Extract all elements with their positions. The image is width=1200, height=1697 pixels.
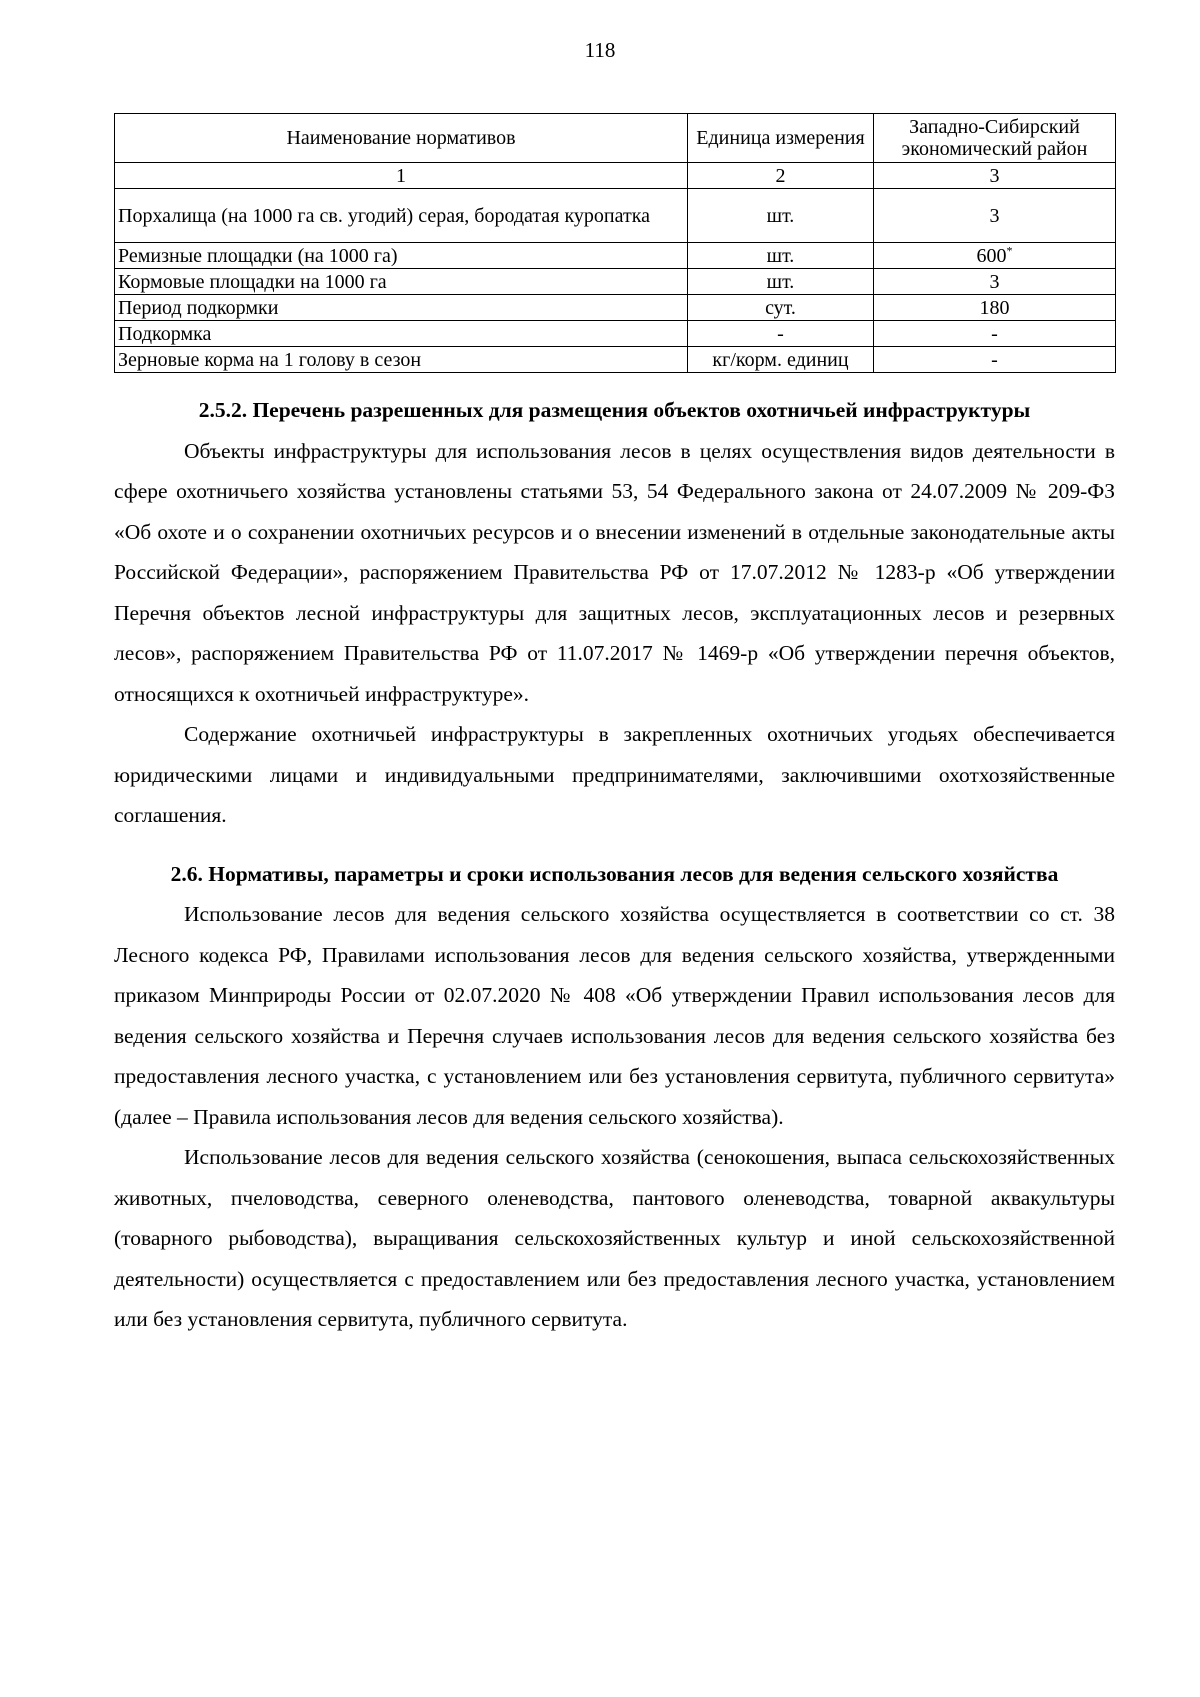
column-number: 2 [688,163,874,189]
row-value: 3 [874,269,1116,295]
row-name: Кормовые площадки на 1000 га [115,269,688,295]
page-number: 118 [584,38,616,62]
column-number-row [115,163,1116,189]
section-heading-2-5-2: 2.5.2. Перечень разрешенных для размещения объектов охотничьей инфраструктуры [198,398,1031,422]
footnote-marker: * [1006,242,1013,257]
row-unit: шт. [688,243,874,269]
row-unit: - [688,321,874,347]
row-unit: шт. [688,189,874,243]
row-name: Период подкормки [115,295,688,321]
section-heading-2-6: 2.6. Нормативы, параметры и сроки использования лесов для ведения сельского хозяйства [170,861,1059,886]
table-row [115,347,1116,373]
paragraph: Содержание охотничьей инфраструктуры в закрепленных охотничьих угодьях обеспечивается юридическими лицами и индивидуальными предпринимателями, заключившими охотхозяйственные соглашения. [114,722,1115,827]
row-name: Порхалища (на 1000 га св. угодий) серая, бородатая куропатка [115,189,688,243]
table-row [115,321,1116,347]
row-value: - [874,347,1116,373]
header-region: Западно-Сибирский экономический район [874,114,1116,163]
row-unit: сут. [688,295,874,321]
table-header-row [115,114,1116,163]
row-name: Ремизные площадки (на 1000 га) [115,243,688,269]
table-row [115,269,1116,295]
row-unit: кг/корм. единиц [688,347,874,373]
table-row [115,295,1116,321]
document-body [114,390,1115,1340]
column-number: 3 [874,163,1116,189]
paragraph: Объекты инфраструктуры для использования лесов в целях осуществления видов деятельности в сфере охотничьего хозяйства установлены статьями 53, 54 Федерального закона от 24.07.2009 № 209-ФЗ «Об охоте и о сохранении охотничьих ресурсов и о внесении изменений в отдельные законодательные акты Российской Федерации», распоряжением Правительства РФ от 17.07.2012 № 1283-р «Об утверждении Перечня объектов лесной инфраструктуры для защитных лесов, эксплуатационных лесов и резервных лесов», распоряжением Правительства РФ от 11.07.2017 № 1469-р «Об утверждении перечня объектов, относящихся к охотничьей инфраструктуре». [114,438,1115,706]
row-name: Зерновые корма на 1 голову в сезон [115,347,688,373]
row-value: 180 [874,295,1116,321]
row-value: 3 [874,189,1116,243]
column-number: 1 [115,163,688,189]
row-unit: шт. [688,269,874,295]
header-unit: Единица измерения [688,114,874,163]
row-value-text: 600 [976,244,1007,267]
paragraph: Использование лесов для ведения сельского хозяйства осуществляется в соответствии со ст. 38 Лесного кодекса РФ, Правилами использования лесов для ведения сельского хозяйства, утвержденными приказом Минприроды России от 02.07.2020 № 408 «Об утверждении Правил использования лесов для ведения сельского хозяйства и Перечня случаев использования лесов для ведения сельского хозяйства без предоставления лесного участка, с установлением или без установления сервитута, публичного сервитута» (далее – Правила использования лесов для ведения сельского хозяйства). [114,902,1115,1129]
row-value: - [874,321,1116,347]
table-row [115,189,1116,243]
header-name: Наименование нормативов [115,114,688,163]
standards-table [114,113,1116,373]
paragraph: Использование лесов для ведения сельского хозяйства (сенокошения, выпаса сельскохозяйственных животных, пчеловодства, северного оленеводства, пантового оленеводства, товарной аквакультуры (товарного рыбоводства), выращивания сельскохозяйственных культур и иной сельскохозяйственной деятельности) осуществляется с предоставлением или без предоставления лесного участка, установлением или без установления сервитута, публичного сервитута. [114,1145,1115,1331]
table-row [115,243,1116,269]
row-value [874,243,1116,269]
row-name: Подкормка [115,321,688,347]
